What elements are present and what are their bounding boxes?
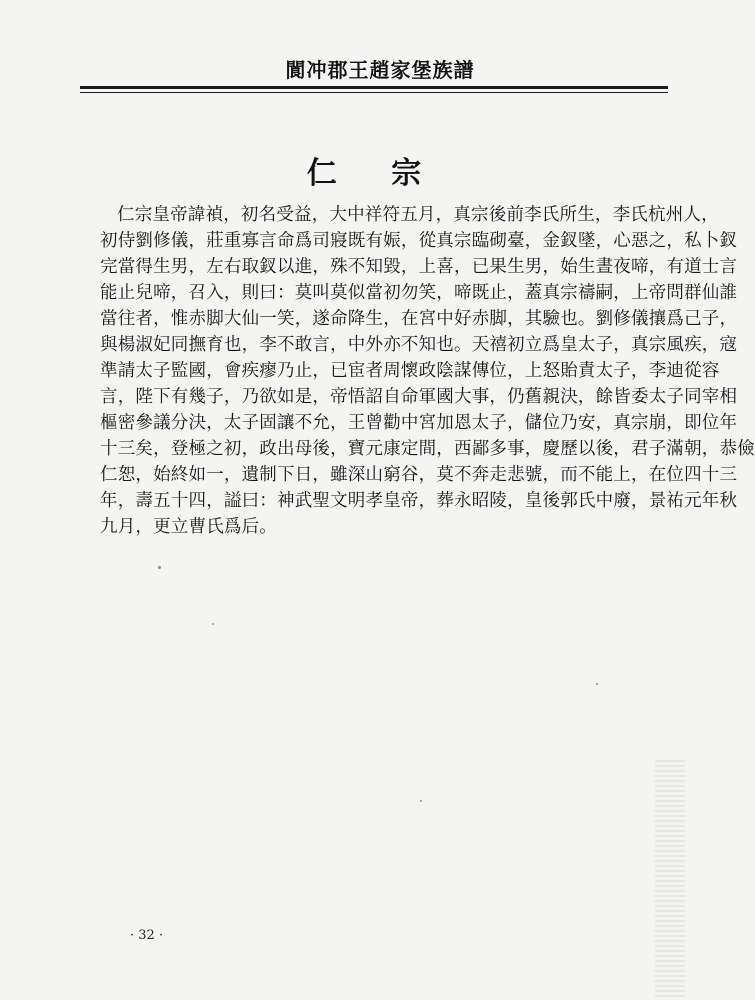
running-header-title: 閬冲郡王趙家堡族譜 bbox=[285, 58, 475, 82]
scan-speck bbox=[212, 623, 214, 625]
text-line: 當往者，惟赤脚大仙一笑，遂命降生，在宮中好赤脚，其驗也。劉修儀攘爲己子， bbox=[100, 309, 738, 329]
header-rule-thin bbox=[80, 92, 668, 93]
text-line: 仁恕，始終如一，遺制下日，雖深山窮谷，莫不奔走悲號，而不能上，在位四十三 bbox=[100, 465, 738, 485]
text-line: 樞密參議分決，太子固讓不允，王曾勸中宮加恩太子，儲位乃安，真宗崩，即位年 bbox=[100, 413, 738, 433]
text-line: 初侍劉修儀，莊重寡言命爲司寢既有娠，從真宗臨砌臺，金釵墜，心惡之，私卜釵 bbox=[100, 231, 738, 251]
text-line: 九月，更立曹氏爲后。 bbox=[100, 517, 277, 537]
text-line: 十三矣，登極之初，政出母後，寶元康定間，西鄙多事，慶歷以後，君子滿朝，恭儉 bbox=[100, 439, 755, 459]
text-line: 仁宗皇帝諱禎，初名受益，大中祥符五月，真宗後前李氏所生，李氏杭州人， bbox=[117, 205, 719, 225]
text-line: 完當得生男，左右取釵以進，殊不知毀，上喜，已果生男，始生晝夜啼，有道士言 bbox=[100, 257, 738, 277]
scan-edge-noise bbox=[655, 760, 685, 1000]
text-line: 年，壽五十四，謚曰：神武聖文明孝皇帝，葬永昭陵，皇後郭氏中廢，景祐元年秋 bbox=[100, 491, 738, 511]
chapter-title: 仁 宗 bbox=[306, 156, 444, 191]
scan-speck bbox=[158, 566, 161, 569]
header-rule-thick bbox=[80, 86, 668, 89]
body-text bbox=[100, 202, 755, 540]
text-line: 能止兒啼，召入，則曰：莫叫莫似當初勿笑，啼既止，蓋真宗禱嗣，上帝問群仙誰 bbox=[100, 283, 738, 303]
text-line: 與楊淑妃同撫育也，李不敢言，中外亦不知也。天禧初立爲皇太子，真宗風疾，寇 bbox=[100, 335, 738, 355]
page-number: · 32 · bbox=[130, 928, 164, 943]
scan-speck bbox=[596, 683, 598, 685]
scan-speck bbox=[420, 800, 422, 802]
text-line: 準請太子監國，會疾瘳乃止，已宦者周懷政陰謀傳位，上怒貽責太子，李迪從容 bbox=[100, 361, 720, 381]
text-line: 言，陛下有幾子，乃欲如是，帝悟詔自命軍國大事，仍舊親決，餘皆委太子同宰相 bbox=[100, 387, 738, 407]
